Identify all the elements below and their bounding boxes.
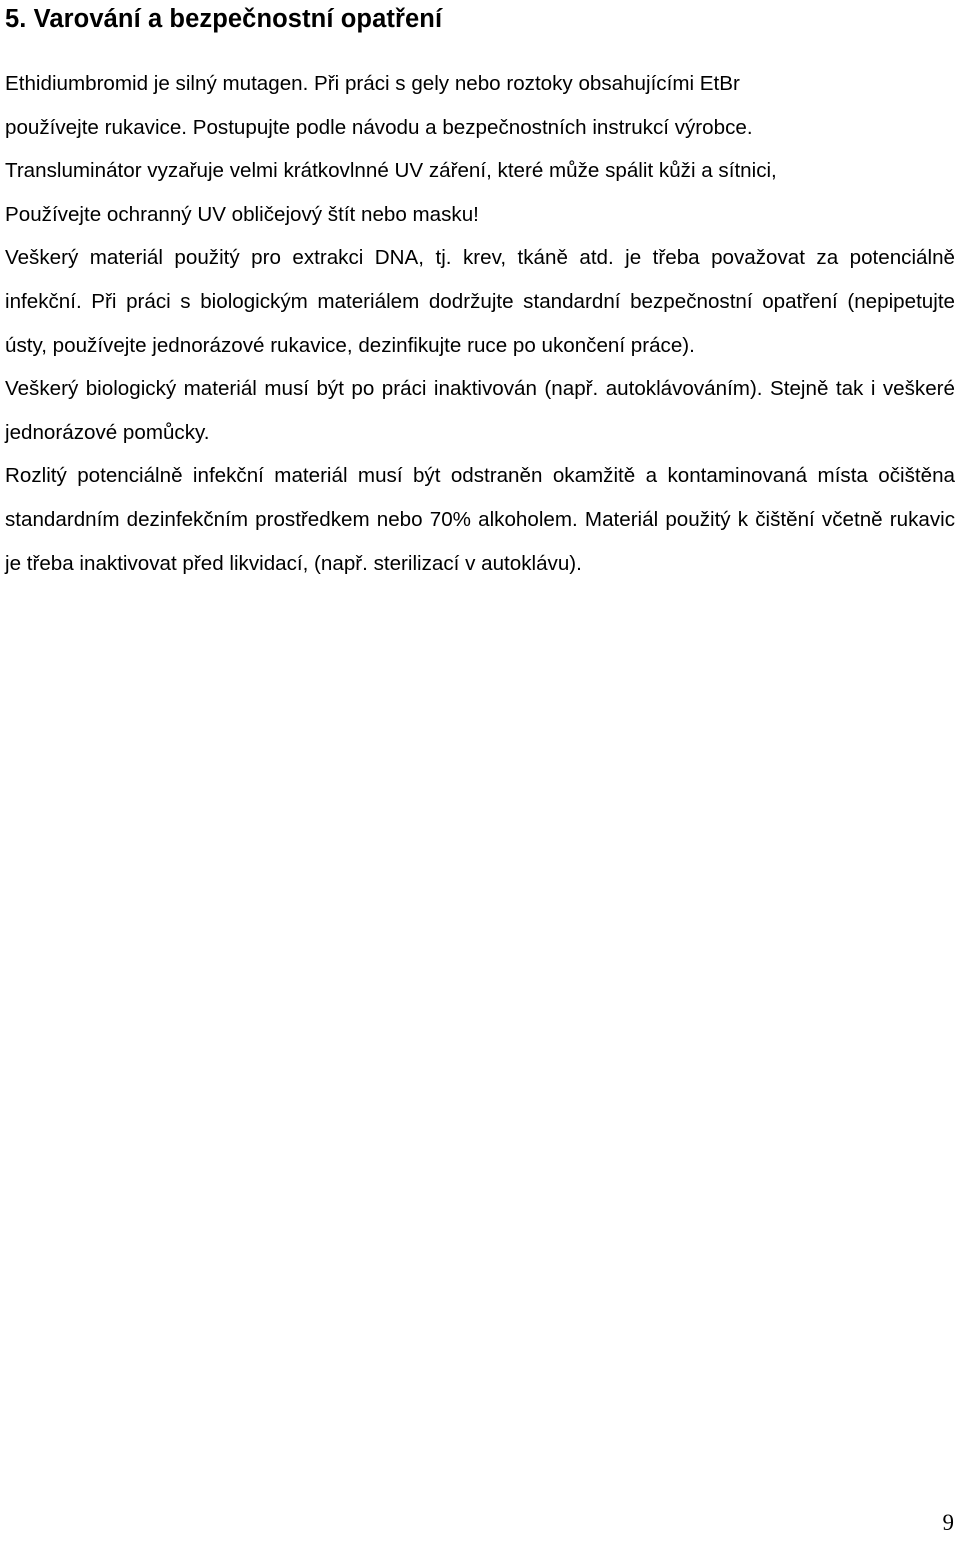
paragraph-line: používejte rukavice. Postupujte podle návodu a bezpečnostních instrukcí výrobce. [5, 115, 753, 139]
paragraph-line: Ethidiumbromid je silný mutagen. Při práci s gely nebo roztoky obsahujícími EtBr [5, 72, 740, 95]
paragraph-line: Používejte ochranný UV obličejový štít nebo masku! [5, 202, 479, 226]
paragraph-biological-material: Veškerý materiál použitý pro extrakci DNA, tj. krev, tkáně atd. je třeba považovat za potenciálně infekční. Při práci s biologickým materiálem dodržujte standardní bezpečnostní opatření (nepipetujte ústy, používejte jednorázové rukavice, dezinfikujte ruce po ukončení práce). [5, 246, 955, 357]
paragraph-spill-cleanup: Rozlitý potenciálně infekční materiál musí být odstraněn okamžitě a kontaminovaná místa očištěna standardním dezinfekčním prostředkem nebo 70% alkoholem. Materiál použitý k čištění včetně rukavic je třeba inaktivovat před likvidací, (např. sterilizací v autoklávu). [5, 464, 955, 575]
paragraph-line: Transluminátor vyzařuje velmi krátkovlnné UV záření, které může spálit kůži a sítnici, [5, 159, 777, 183]
paragraph-ethidium-warning [5, 62, 955, 236]
page-number: 9 [942, 1510, 954, 1535]
body-text [5, 62, 955, 585]
paragraph-inactivation: Veškerý biologický materiál musí být po práci inaktivován (např. autoklávováním). Stejně tak i veškeré jednorázové pomůcky. [5, 377, 955, 444]
document-page [5, 0, 955, 585]
section-heading: 5. Varování a bezpečnostní opatření [5, 5, 443, 33]
